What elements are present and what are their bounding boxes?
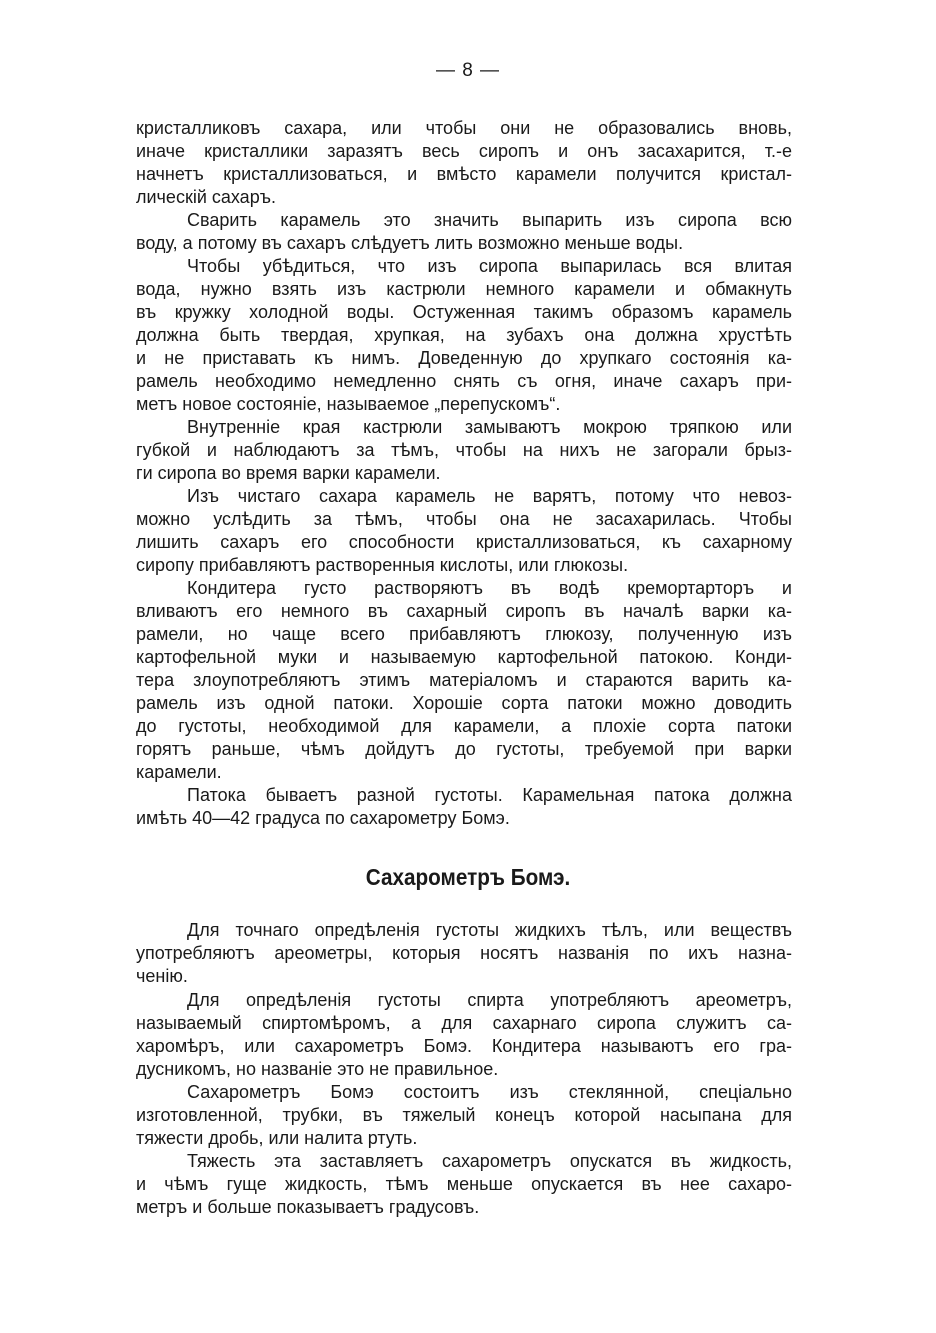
text-line: вливаютъ его немного въ сахарный сиропъ въ началѣ варки ка- xyxy=(136,601,792,621)
text-line: вода, нужно взять изъ кастрюли немного карамели и обмакнуть xyxy=(136,279,792,299)
text-line: и чѣмъ гуще жидкость, тѣмъ меньше опускается въ нее сахаро- xyxy=(136,1174,792,1194)
text-line: лишить сахаръ его способности кристаллизоваться, къ сахарному xyxy=(136,532,792,552)
text-line: Сахарометръ Бомэ состоитъ изъ стеклянной, спеціально xyxy=(187,1082,792,1102)
text-line: тера злоупотребляютъ этимъ матеріаломъ и стараются варить ка- xyxy=(136,670,792,690)
text-line: кристалликовъ сахара, или чтобы они не образовались вновь, xyxy=(136,118,792,138)
text-line: рамели, но чаще всего прибавляютъ глюкозу, полученную изъ xyxy=(136,624,792,644)
text-line: метръ и больше показываетъ градусовъ. xyxy=(136,1197,480,1217)
text-line: начнетъ кристаллизоваться, и вмѣсто карамели получится кристал- xyxy=(136,164,792,184)
text-line: имѣть 40—42 градуса по сахарометру Бомэ. xyxy=(136,808,510,828)
text-line: рамель необходимо немедленно снять съ огня, иначе сахаръ при- xyxy=(136,371,792,391)
text-line: Сварить карамель это значить выпарить изъ сиропа всю xyxy=(187,210,792,230)
text-line: губкой и наблюдаютъ за тѣмъ, чтобы на нихъ не загорали брыз- xyxy=(136,440,792,460)
text-line: Изъ чистаго сахара карамель не варятъ, потому что невоз- xyxy=(187,486,792,506)
text-line: метъ новое состояніе, называемое „перепускомъ“. xyxy=(136,394,561,414)
text-line: рамель изъ одной патоки. Хорошіе сорта патоки можно доводить xyxy=(136,693,792,713)
text-line: сиропу прибавляютъ растворенныя кислоты, или глюкозы. xyxy=(136,555,629,575)
text-line: называемый спиртомѣромъ, а для сахарнаго сиропа служитъ са- xyxy=(136,1013,792,1033)
text-line: Для точнаго опредѣленія густоты жидкихъ тѣлъ, или веществъ xyxy=(187,920,792,940)
page-number: — 8 — xyxy=(435,60,501,81)
text-line: лическій сахаръ. xyxy=(136,187,276,207)
text-line: тяжести дробь, или налита ртуть. xyxy=(136,1128,418,1148)
text-line: харомѣръ, или сахарометръ Бомэ. Кондитера называютъ его гра- xyxy=(136,1036,792,1056)
text-line: Внутренніе края кастрюли замываютъ мокрою тряпкою или xyxy=(187,417,792,437)
text-line: до густоты, необходимой для карамели, а плохіе сорта патоки xyxy=(136,716,792,736)
text-line: иначе кристаллики заразятъ весь сиропъ и онъ засахарится, т.-е xyxy=(136,141,792,161)
text-line: картофельной муки и называемую картофельной патокою. Конди- xyxy=(136,647,792,667)
section-heading: Сахарометръ Бомэ. xyxy=(365,864,571,890)
text-line: воду, а потому въ сахаръ слѣдуетъ лить возможно меньше воды. xyxy=(136,233,684,253)
text-line: карамели. xyxy=(136,762,222,782)
text-line: и не приставать къ нимъ. Доведенную до хрупкаго состоянія ка- xyxy=(136,348,792,368)
text-line: дусникомъ, но названіе это не правильное. xyxy=(136,1059,499,1079)
text-line: ги сиропа во время варки карамели. xyxy=(136,463,441,483)
text-line: изготовленной, трубки, въ тяжелый конецъ которой насыпана для xyxy=(136,1105,792,1125)
text-line: употребляютъ ареометры, которыя носятъ названія по ихъ назна- xyxy=(136,943,792,963)
text-line: Патока бываетъ разной густоты. Карамельная патока должна xyxy=(187,785,792,805)
text-line: должна быть твердая, хрупкая, на зубахъ она должна хрустѣть xyxy=(136,325,792,345)
text-line: Для опредѣленія густоты спирта употребляютъ ареометръ, xyxy=(187,990,792,1010)
text-line: ченію. xyxy=(136,966,188,986)
text-line: въ кружку холодной воды. Остуженная такимъ образомъ карамель xyxy=(136,302,792,322)
text-line: Кондитера густо растворяютъ въ водѣ кремортарторъ и xyxy=(187,578,792,598)
text-line: горятъ раньше, чѣмъ дойдутъ до густоты, требуемой при варки xyxy=(136,739,792,759)
text-line: Тяжесть эта заставляетъ сахарометръ опускатся въ жидкость, xyxy=(187,1151,792,1171)
text-line: Чтобы убѣдиться, что изъ сиропа выпарилась вся влитая xyxy=(187,256,792,276)
text-line: можно услѣдить за тѣмъ, чтобы она не засахарилась. Чтобы xyxy=(136,509,792,529)
